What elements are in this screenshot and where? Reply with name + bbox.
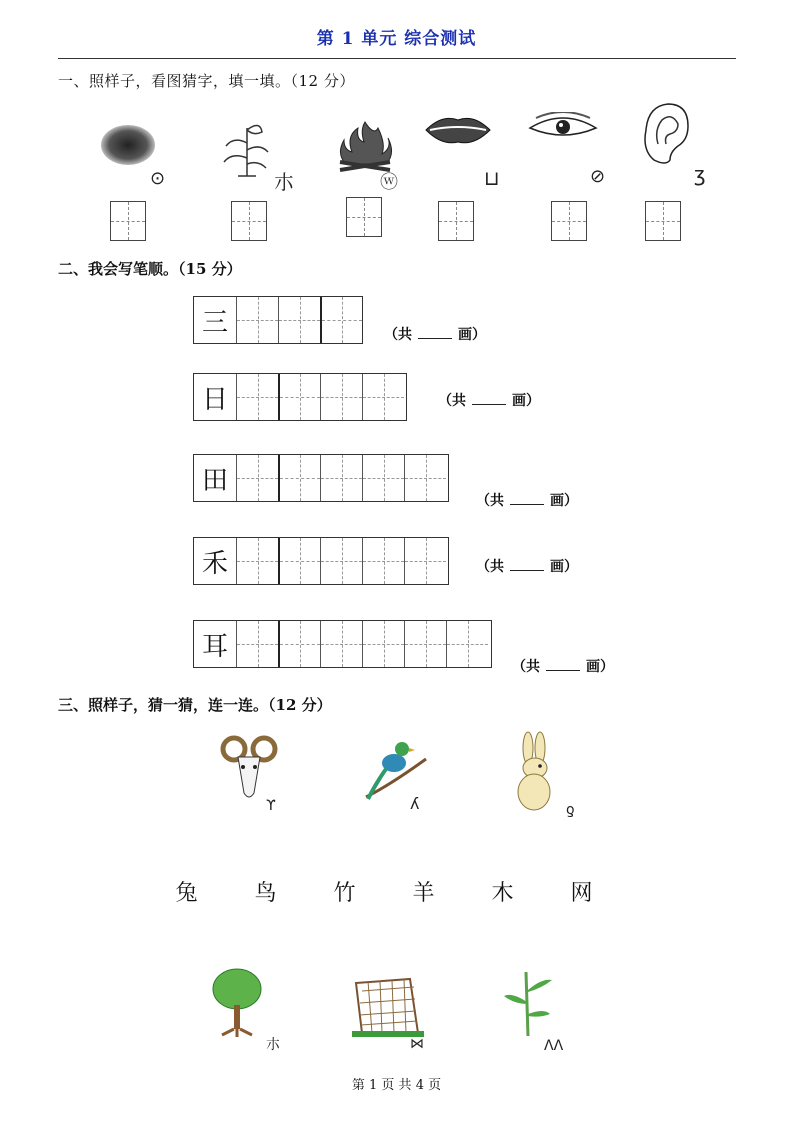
stroke-cell[interactable]	[362, 621, 404, 667]
stroke-cell[interactable]	[320, 455, 362, 501]
stroke-cell[interactable]	[362, 538, 404, 584]
word-sheep[interactable]: 羊	[412, 881, 460, 906]
stroke-cell[interactable]	[404, 621, 446, 667]
stroke-cell[interactable]	[404, 538, 446, 584]
count-blank[interactable]	[418, 326, 452, 339]
stroke-row-5	[193, 620, 492, 668]
stroke-cell[interactable]	[278, 621, 320, 667]
answer-box-5[interactable]	[551, 201, 587, 241]
bird-picture[interactable]	[360, 737, 432, 803]
ancient-glyph-sheep: ϒ	[266, 798, 276, 814]
tree-picture[interactable]	[208, 965, 266, 1039]
stroke-row-1	[193, 296, 363, 344]
eye-picture	[528, 112, 598, 142]
stroke-cell[interactable]	[278, 538, 320, 584]
ancient-glyph-eye: ⊘	[590, 166, 606, 187]
grain-plant-picture	[220, 118, 275, 178]
section2-heading: 二、我会写笔顺。（15 分）	[58, 260, 242, 278]
stroke-char: 耳	[201, 631, 228, 662]
count-prefix: （共	[476, 493, 504, 509]
stroke-char: 田	[201, 465, 228, 496]
stroke-count-4	[476, 556, 578, 576]
stroke-char: 日	[201, 384, 228, 415]
count-suffix: 画）	[458, 327, 486, 343]
sun-picture	[98, 122, 158, 168]
count-suffix: 画）	[550, 493, 578, 509]
net-picture[interactable]	[348, 975, 426, 1039]
stroke-cell[interactable]	[320, 538, 362, 584]
title-divider	[58, 58, 736, 59]
count-suffix: 画）	[512, 393, 540, 409]
count-prefix: （共	[384, 327, 412, 343]
ancient-glyph-rabbit: ƍ	[566, 802, 575, 818]
ancient-glyph-bird: ʎ	[410, 794, 420, 813]
count-prefix: （共	[438, 393, 466, 409]
mouth-picture	[422, 112, 494, 148]
stroke-cell[interactable]	[362, 374, 404, 420]
stroke-count-1	[384, 324, 486, 344]
answer-box-3[interactable]	[346, 197, 382, 237]
ancient-glyph-net: ⋈	[410, 1036, 424, 1052]
fire-picture	[334, 118, 396, 174]
stroke-cell[interactable]	[404, 455, 446, 501]
stroke-row-3	[193, 454, 449, 502]
count-prefix: （共	[476, 559, 504, 575]
answer-box-1[interactable]	[110, 201, 146, 241]
answer-box-2[interactable]	[231, 201, 267, 241]
stroke-cell[interactable]	[320, 621, 362, 667]
ancient-glyph-fire: ⓦ	[380, 172, 398, 193]
stroke-cell[interactable]	[320, 374, 362, 420]
stroke-cell[interactable]	[236, 455, 278, 501]
answer-box-6[interactable]	[645, 201, 681, 241]
ear-picture	[640, 100, 692, 166]
stroke-cell[interactable]	[362, 455, 404, 501]
ancient-glyph-grain: 朩	[274, 170, 294, 194]
word-rabbit[interactable]: 兔	[175, 881, 223, 906]
word-row	[0, 876, 793, 907]
stroke-row-4	[193, 537, 449, 585]
answer-box-4[interactable]	[438, 201, 474, 241]
word-bamboo[interactable]: 竹	[333, 881, 381, 906]
count-prefix: （共	[512, 659, 540, 675]
ancient-glyph-sun: ⊙	[150, 168, 166, 189]
stroke-char: 三	[201, 307, 228, 338]
ancient-glyph-mouth: ⊔	[484, 166, 500, 190]
ancient-glyph-ear: ʒ	[694, 162, 706, 186]
ancient-glyph-tree: 朩	[266, 1037, 280, 1053]
bamboo-picture[interactable]	[500, 970, 554, 1040]
page-title: 第 1 单元 综合测试	[316, 29, 477, 49]
stroke-cell[interactable]	[236, 374, 278, 420]
section3-heading: 三、照样子，猜一猜，连一连。（12 分）	[58, 696, 332, 714]
rabbit-picture[interactable]	[510, 730, 560, 814]
word-net[interactable]: 网	[570, 881, 618, 906]
stroke-cell[interactable]	[236, 538, 278, 584]
page-footer: 第 1 页 共 4 页	[351, 1078, 442, 1093]
stroke-cell[interactable]	[278, 455, 320, 501]
stroke-cell[interactable]	[236, 621, 278, 667]
stroke-count-5	[512, 656, 614, 676]
count-suffix: 画）	[550, 559, 578, 575]
count-blank[interactable]	[510, 558, 544, 571]
sheep-picture[interactable]	[218, 735, 280, 805]
word-bird[interactable]: 鸟	[254, 881, 302, 906]
stroke-cell[interactable]	[278, 297, 320, 343]
stroke-count-3	[476, 490, 578, 510]
count-blank[interactable]	[472, 392, 506, 405]
stroke-cell[interactable]	[278, 374, 320, 420]
count-blank[interactable]	[510, 492, 544, 505]
stroke-count-2	[438, 390, 540, 410]
ancient-glyph-bamboo: ᐱᐱ	[544, 1038, 564, 1054]
stroke-row-2	[193, 373, 407, 421]
stroke-char: 禾	[201, 548, 228, 579]
stroke-cell[interactable]	[236, 297, 278, 343]
word-wood[interactable]: 木	[491, 881, 539, 906]
count-blank[interactable]	[546, 658, 580, 671]
count-suffix: 画）	[586, 659, 614, 675]
stroke-cell[interactable]	[446, 621, 488, 667]
stroke-cell[interactable]	[320, 297, 362, 343]
section1-heading: 一、照样子，看图猜字，填一填。（12 分）	[58, 72, 355, 90]
